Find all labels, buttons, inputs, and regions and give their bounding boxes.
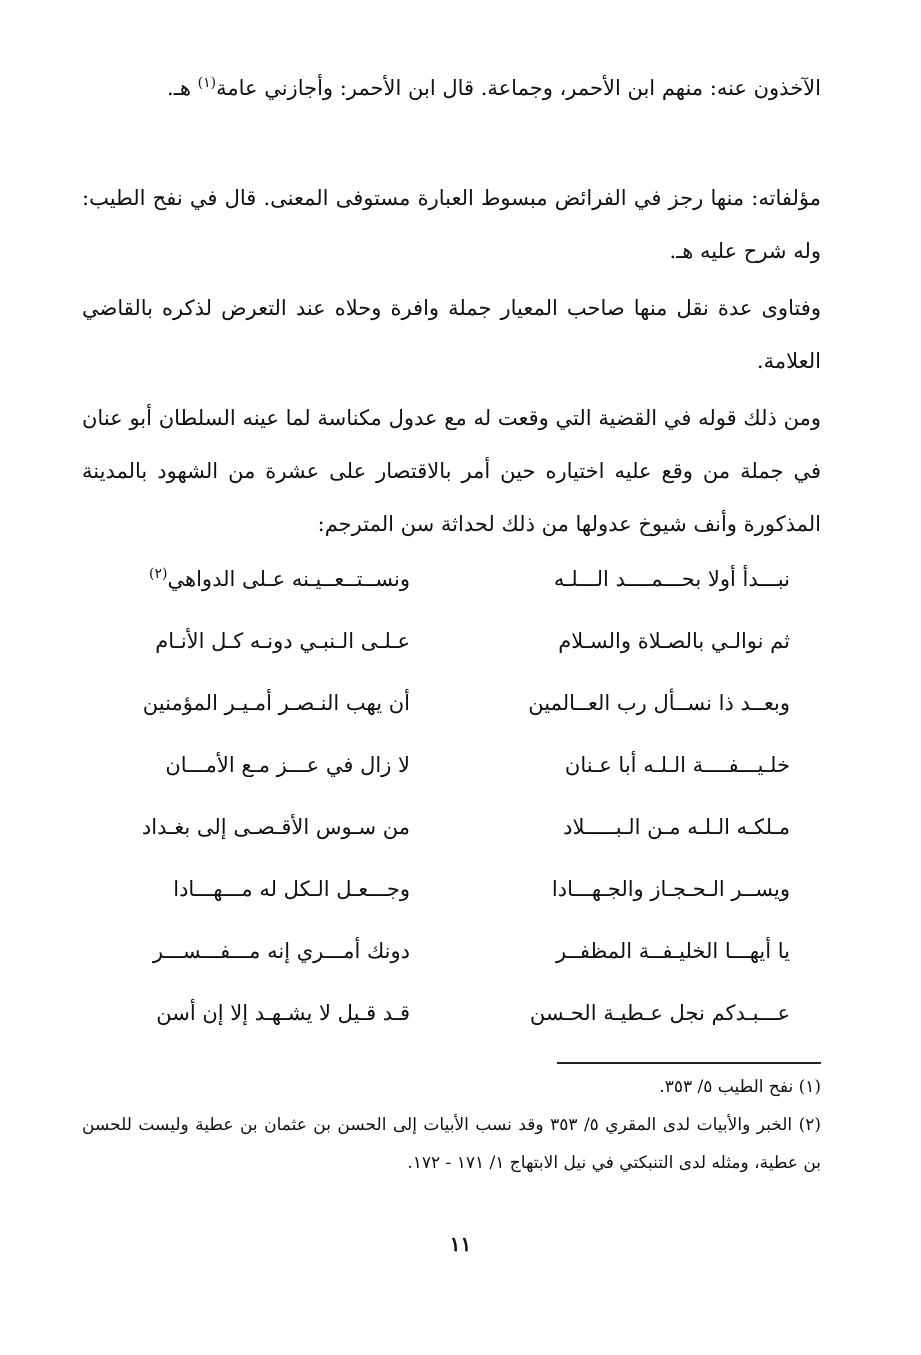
poem-verse bbox=[100, 610, 790, 672]
paragraph-students bbox=[82, 62, 821, 115]
paragraph-tail: هـ. bbox=[167, 76, 198, 100]
paragraph-story bbox=[82, 392, 821, 551]
footnote-divider bbox=[557, 1062, 821, 1064]
poem-verse bbox=[100, 982, 790, 1044]
poem-verse bbox=[100, 858, 790, 920]
footnote: (٢) الخبر والأبيات لدى المقري ٥/ ٣٥٣ وقد نسب الأبيات إلى الحسن بن عثمان بن عطية وليست للحسن بن عطية، ومثله لدى التنبكتي في نيل الابتهاج ١/ ١٧١ - ١٧٢. bbox=[82, 1115, 821, 1173]
verse-first-hemistich: ثم نوالـي بالصـلاة والسـلام bbox=[558, 629, 790, 653]
verse-first-hemistich: ويســر الـحـجـاز والجـهـــادا bbox=[551, 877, 790, 901]
hemistich-text: ونســتــعــيـنه عـلى الدواهي bbox=[167, 567, 410, 591]
verse-first-hemistich: وبعــد ذا نســأل رب العــالمين bbox=[528, 691, 790, 715]
paragraph-text: وفتاوى عدة نقل منها صاحب المعيار جملة وافرة وحلاه عند التعرض لذكره بالقاضي العلامة. bbox=[82, 296, 821, 373]
poem bbox=[100, 548, 790, 1044]
footnote-reference: (١) bbox=[197, 75, 217, 91]
paragraph-works bbox=[82, 172, 821, 278]
verse-second-hemistich: دونك أمـــري إنه مـــفـــســـر bbox=[152, 939, 410, 963]
verse-first-hemistich: يا أيهـــا الخليـفــة المظفــر bbox=[555, 939, 790, 963]
footnote: (١) نفح الطيب ٥/ ٣٥٣. bbox=[659, 1077, 821, 1097]
poem-verse bbox=[100, 672, 790, 734]
paragraph-fatwas bbox=[82, 282, 821, 388]
verse-second-hemistich bbox=[100, 567, 410, 591]
footnote-reference: (٢) bbox=[149, 566, 168, 582]
paragraph-text: مؤلفاته: منها رجز في الفرائض مبسوط العبارة مستوفى المعنى. قال في نفح الطيب: وله شرح عليه هـ. bbox=[82, 186, 821, 263]
paragraph-text: الآخذون عنه: منهم ابن الأحمر، وجماعة. قال ابن الأحمر: وأجازني عامة bbox=[216, 76, 821, 100]
poem-verse bbox=[100, 920, 790, 982]
verse-first-hemistich: نبـــدأ أولا بحـــمــــد الـــلـه bbox=[553, 567, 790, 591]
verse-second-hemistich: قـد قـيل لا يشـهـد إلا إن أسن bbox=[156, 1001, 410, 1025]
verse-first-hemistich: عـــبـدكم نجل عـطيـة الحـسن bbox=[529, 1001, 790, 1025]
verse-second-hemistich: عـلـى الـنبـي دونـه كـل الأنـام bbox=[155, 629, 410, 653]
paragraph-text: ومن ذلك قوله في القضية التي وقعت له مع عدول مكناسة لما عينه السلطان أبو عنان في جملة من وقع عليه اختياره حين أمر بالاقتصار على عشرة من الشهود بالمدينة المذكورة وأنف شيوخ عدولها من ذلك لحداثة سن المترجم: bbox=[82, 406, 821, 536]
footnotes bbox=[82, 1068, 821, 1182]
page-number: ١١ bbox=[449, 1232, 472, 1256]
verse-second-hemistich: أن يهب النـصـر أمـيـر المؤمنين bbox=[142, 691, 410, 715]
verse-second-hemistich: من سـوس الأقـصـى إلى بغـداد bbox=[141, 815, 410, 839]
verse-second-hemistich: وجـــعـل الـكل له مـــهـــادا bbox=[173, 877, 410, 901]
verse-first-hemistich: خلـيـــفــــة الـلـه أبا عـنان bbox=[564, 753, 790, 777]
poem-verse bbox=[100, 734, 790, 796]
poem-verse bbox=[100, 548, 790, 610]
poem-verse bbox=[100, 796, 790, 858]
verse-second-hemistich: لا زال في عـــز مـع الأمـــان bbox=[165, 753, 410, 777]
verse-first-hemistich: مـلكـه الـلـه مـن الـبـــــلاد bbox=[563, 815, 790, 839]
